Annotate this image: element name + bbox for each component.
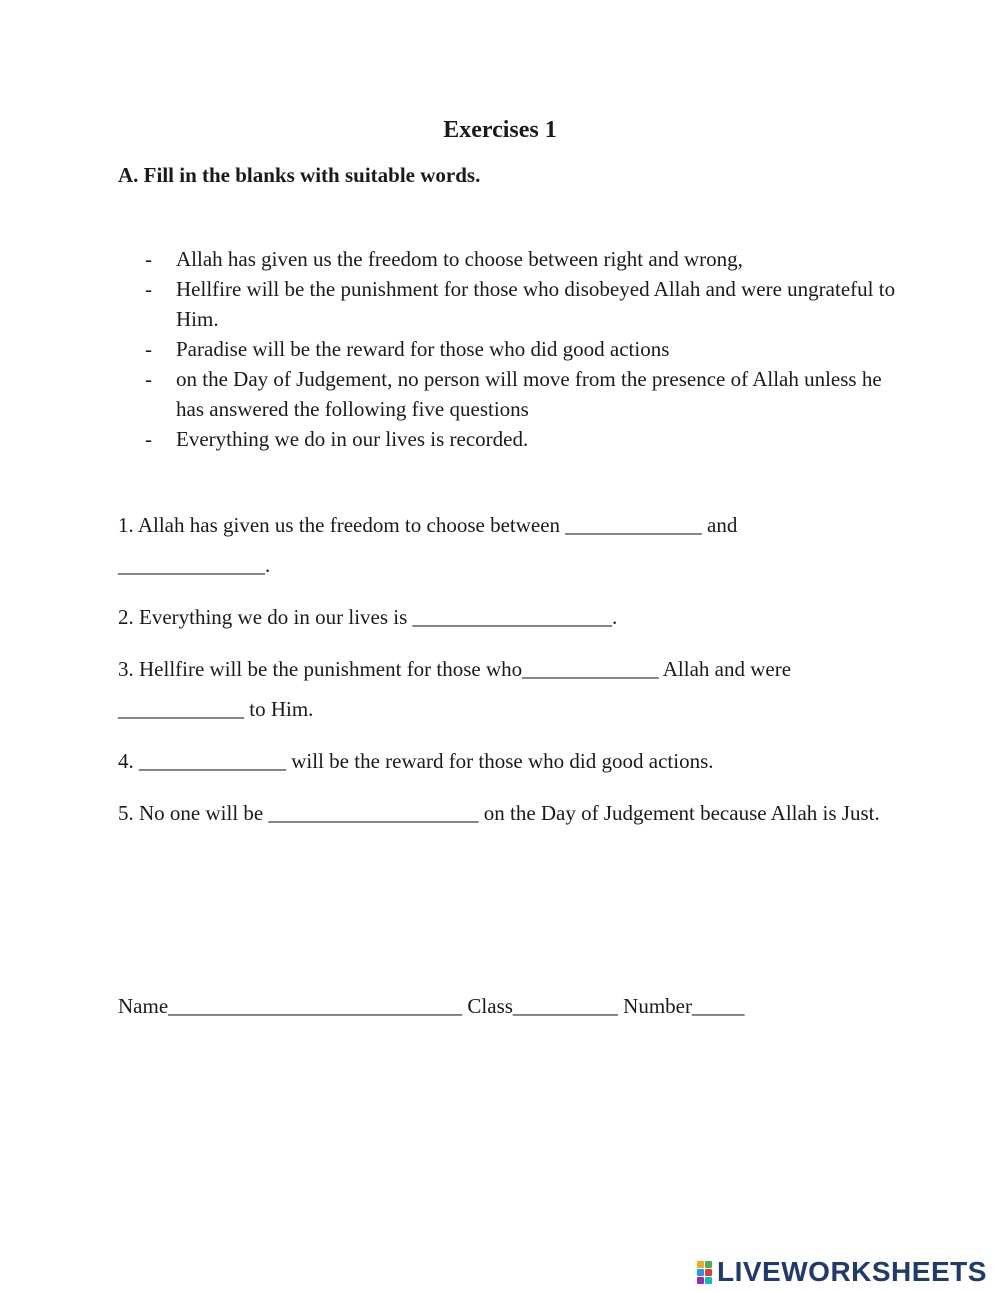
question-2-text-end: .: [612, 605, 618, 629]
bullet-item: [145, 274, 905, 334]
question-1-blank-2[interactable]: ______________: [118, 553, 265, 577]
liveworksheets-logo-text: LIVEWORKSHEETS: [717, 1256, 987, 1287]
logo-mark-square: [697, 1261, 704, 1268]
question-1: [118, 505, 898, 585]
question-4-blank-1[interactable]: ______________: [139, 749, 286, 773]
student-info-line: [118, 994, 745, 1019]
bullet-marker: -: [145, 337, 152, 361]
bullet-text: on the Day of Judgement, no person will move from the presence of Allah unless he has answered the following five questions: [176, 367, 882, 421]
liveworksheets-logo-icon: [697, 1261, 712, 1284]
name-blank[interactable]: ____________________________: [168, 994, 463, 1018]
question-2-text: 2. Everything we do in our lives is: [118, 605, 413, 629]
question-2-blank-1[interactable]: ___________________: [412, 605, 613, 629]
question-5-text-end: on the Day of Judgement because Allah is Just.: [478, 801, 880, 825]
question-4-text-end: will be the reward for those who did good actions.: [286, 749, 714, 773]
question-2: [118, 597, 898, 637]
question-3: [118, 649, 898, 729]
logo-mark-square: [697, 1277, 704, 1284]
name-label: Name: [118, 994, 169, 1018]
bullet-text: Paradise will be the reward for those who did good actions: [176, 337, 670, 361]
bullet-item: [145, 364, 905, 424]
question-1-text-mid: and: [701, 513, 738, 537]
bullet-text: Hellfire will be the punishment for those who disobeyed Allah and were ungrateful to Him.: [176, 277, 896, 331]
question-4: [118, 741, 898, 781]
instruction-heading: A. Fill in the blanks with suitable words.: [118, 163, 481, 187]
logo-mark-square: [705, 1277, 712, 1284]
bullet-marker: -: [145, 367, 152, 391]
number-blank[interactable]: _____: [692, 994, 745, 1018]
question-5: [118, 793, 898, 833]
question-4-text: 4.: [118, 749, 139, 773]
bullet-text: Everything we do in our lives is recorded.: [176, 427, 529, 451]
question-3-text: 3. Hellfire will be the punishment for those who: [118, 657, 523, 681]
number-label: Number: [623, 994, 692, 1018]
bullet-marker: -: [145, 277, 152, 301]
bullet-item: [145, 334, 905, 364]
question-3-blank-1[interactable]: _____________: [522, 657, 659, 681]
bullet-list: [145, 244, 905, 454]
liveworksheets-logo: [697, 1257, 987, 1287]
logo-mark-square: [705, 1261, 712, 1268]
question-1-text-end: .: [265, 553, 271, 577]
worksheet-title: Exercises 1: [443, 117, 557, 143]
question-3-text-end: to Him.: [244, 697, 314, 721]
bullet-text: Allah has given us the freedom to choose between right and wrong,: [176, 247, 743, 271]
question-3-text-mid: Allah and were: [658, 657, 792, 681]
bullet-marker: -: [145, 247, 152, 271]
bullet-item: [145, 244, 905, 274]
question-5-text: 5. No one will be: [118, 801, 269, 825]
question-1-blank-1[interactable]: _____________: [565, 513, 702, 537]
logo-mark-square: [705, 1269, 712, 1276]
logo-mark-square: [697, 1269, 704, 1276]
question-3-blank-2[interactable]: ____________: [118, 697, 244, 721]
class-label: Class: [467, 994, 513, 1018]
question-1-text: 1. Allah has given us the freedom to choose between: [118, 513, 566, 537]
class-blank[interactable]: __________: [512, 994, 618, 1018]
question-5-blank-1[interactable]: ____________________: [268, 801, 479, 825]
bullet-item: [145, 424, 905, 454]
bullet-marker: -: [145, 427, 152, 451]
